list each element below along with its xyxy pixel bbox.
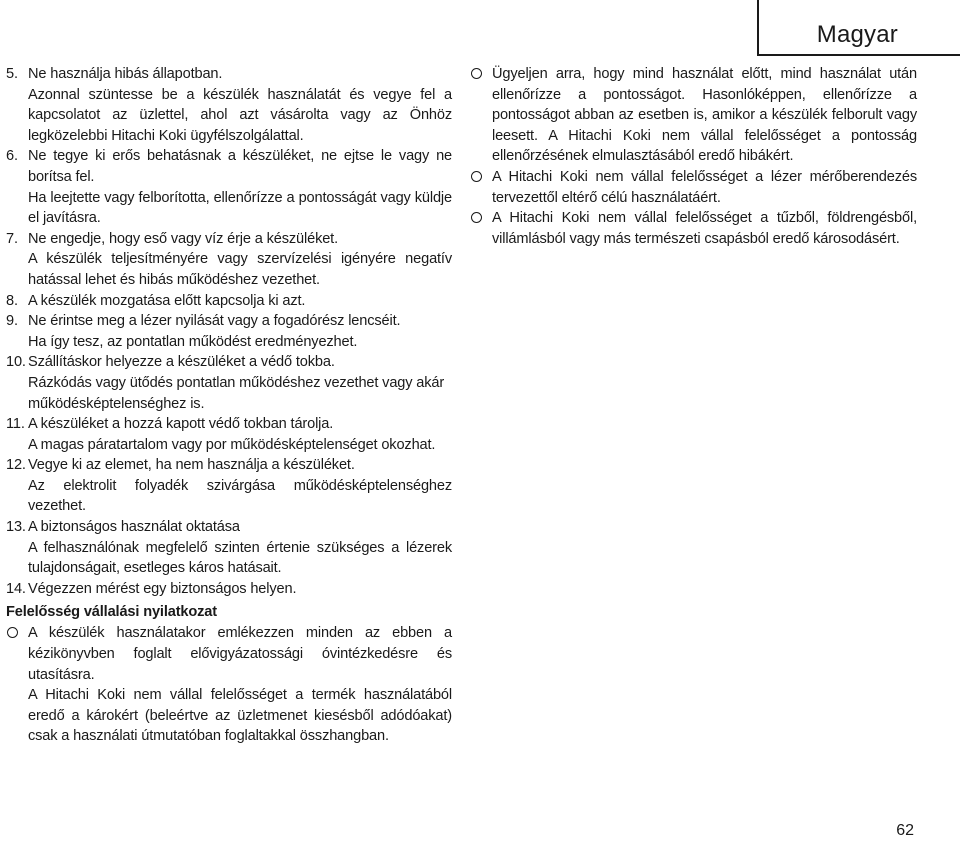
item-detail: A készülék teljesítményére vagy szervízelési igényére negatív hatással lehet és hibás működéshez vezethet. (28, 251, 452, 288)
notice-item (470, 208, 917, 249)
circle-bullet-icon (471, 212, 482, 223)
item-text: Szállításkor helyezze a készüléket a védő tokba. (28, 354, 335, 371)
page-number: 62 (896, 822, 914, 839)
item-text: Ne érintse meg a lézer nyilását vagy a fogadórész lencséit. (28, 313, 401, 330)
notice-text: Ügyeljen arra, hogy mind használat előtt, mind használat után ellenőrízze a pontosságot. Hasonlóképpen, ellenőrízze a pontosságot abban az esetben is, amikor a készülék felborult vagy leesett. A Hitachi Koki nem vállal felelősséget a pontosság ellenőrzésének elmulasztásából eredő hibákért. (492, 66, 917, 165)
list-item (6, 229, 452, 291)
language-label: Magyar (816, 21, 898, 48)
list-item (6, 291, 452, 312)
item-detail: Ha leejtette vagy felborította, ellenőrízze a pontosságát vagy küldje el javításra. (28, 189, 452, 227)
item-detail: Rázkódás vagy ütődés pontatlan működéshez vezethet vagy akár működésképtelenséghez is. (28, 374, 445, 412)
item-text: Végezzen mérést egy biztonságos helyen. (28, 580, 297, 597)
item-number: 13. (6, 519, 26, 536)
notice-item (470, 167, 917, 208)
list-item (6, 414, 452, 455)
item-number: 6. (6, 148, 18, 165)
circle-bullet-icon (471, 68, 482, 79)
item-number: 12. (6, 457, 26, 474)
list-item (6, 311, 452, 352)
notice-item (470, 64, 917, 167)
list-item (6, 579, 452, 600)
language-tab (757, 0, 960, 56)
item-text: Vegye ki az elemet, ha nem használja a készüléket. (28, 457, 355, 474)
circle-bullet-icon (471, 171, 482, 182)
list-item (6, 146, 452, 228)
list-item (6, 352, 452, 414)
item-detail: Ha így tesz, az pontatlan működést eredményezhet. (28, 333, 358, 350)
item-number: 7. (6, 230, 18, 247)
right-column (470, 64, 917, 249)
list-item (6, 517, 452, 579)
item-text: A készülék mozgatása előtt kapcsolja ki azt. (28, 292, 306, 309)
item-number: 9. (6, 313, 18, 330)
notice-text: A Hitachi Koki nem vállal felelősséget a lézer mérőberendezés tervezettől eltérő célú használatáért. (492, 168, 917, 206)
notice-text: A Hitachi Koki nem vállal felelősséget a tűzből, földrengésből, villámlásból vagy más természeti csapásból eredő károsodásért. (492, 210, 917, 247)
liability-text: A készülék használatakor emlékezzen minden az ebben a kézikönyvben foglalt elővigyázatossági óvintézkedésre és utasításra. (28, 625, 452, 683)
list-item (6, 455, 452, 517)
item-text: Ne használja hibás állapotban. (28, 66, 223, 82)
item-detail: Azonnal szüntesse be a készülék használatát és vegye fel a kapcsolatot az üzlettel, ahol azt vásárolta vagy az Önhöz legközelebbi Hitachi Koki ügyfélszolgálattal. (28, 86, 452, 144)
item-detail: A magas páratartalom vagy por működésképtelenséget okozhat. (28, 436, 436, 453)
circle-bullet-icon (7, 627, 18, 638)
item-number: 14. (6, 580, 26, 597)
item-number: 8. (6, 292, 18, 309)
item-number: 11. (6, 416, 25, 433)
list-item (6, 64, 452, 146)
item-text: Ne engedje, hogy eső vagy víz érje a készüléket. (28, 230, 338, 247)
item-text: Ne tegye ki erős behatásnak a készüléket, ne ejtse le vagy ne borítsa fel. (28, 148, 452, 185)
item-detail: A felhasználónak megfelelő szinten értenie szükséges a lézerek tulajdonságait, esetleges káros hatásait. (28, 539, 452, 577)
item-number: 10. (6, 354, 26, 371)
liability-detail: A Hitachi Koki nem vállal felelősséget a termék használatából eredő a károkért (beleértve az üzletmenet kiesésből adódóakat) csak a használati útmutatóban foglaltakkal összhangban. (28, 687, 452, 745)
item-number: 5. (6, 66, 18, 82)
item-text: A biztonságos használat oktatása (28, 519, 240, 536)
left-column (6, 64, 452, 747)
liability-item (6, 623, 452, 747)
item-text: A készüléket a hozzá kapott védő tokban tárolja. (28, 416, 334, 433)
item-detail: Az elektrolit folyadék szivárgása működésképtelenséghez vezethet. (28, 477, 452, 515)
liability-title: Felelősség vállalási nyilatkozat (6, 604, 217, 621)
